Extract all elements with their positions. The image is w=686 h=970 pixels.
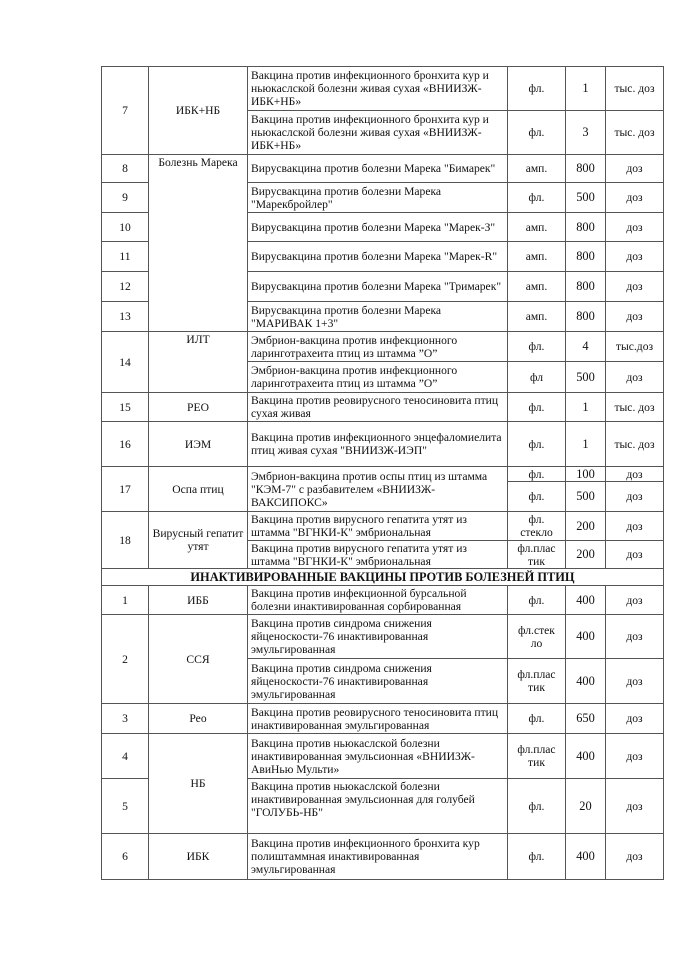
quantity-cell: 1 bbox=[566, 67, 606, 111]
quantity-cell: 20 bbox=[566, 779, 606, 834]
unit-cell: доз bbox=[606, 467, 664, 482]
vaccine-name: Вакцина против инфекционной бурсальной болезни инактивированная сорбированная bbox=[248, 586, 508, 615]
vaccine-name: Эмбрион-вакцина против оспы птиц из штамма "КЭМ-7" с разбавителем «ВНИИЗЖ-ВАКСИПОКС» bbox=[248, 467, 508, 512]
vaccine-name: Вакцина против ньюкаслской болезни инактивированная эмульсионная «ВНИИЗЖ-АвиНью Мульти» bbox=[248, 734, 508, 779]
disease-cell: ИБК bbox=[149, 834, 248, 880]
unit-cell: доз bbox=[606, 362, 664, 393]
quantity-cell: 200 bbox=[566, 541, 606, 569]
package-cell: фл.плас тик bbox=[508, 659, 566, 704]
table-row bbox=[102, 586, 664, 615]
package-cell: фл. bbox=[508, 779, 566, 834]
unit-cell: доз bbox=[606, 272, 664, 302]
quantity-cell: 400 bbox=[566, 659, 606, 704]
disease-cell: Рео bbox=[149, 704, 248, 734]
unit-cell: доз bbox=[606, 659, 664, 704]
vaccine-name: Вирусвакцина против болезни Марека "Марек-З" bbox=[248, 213, 508, 242]
disease-cell: Болезнь Марека bbox=[149, 155, 248, 332]
vaccine-name: Вакцина против синдрома снижения яйценоскости-76 инактивированная эмульгированная bbox=[248, 659, 508, 704]
quantity-cell: 800 bbox=[566, 242, 606, 272]
vaccine-name: Вакцина против инфекционного бронхита кур и ньюкаслской болезни живая сухая «ВНИИЗЖ-ИБК+НБ» bbox=[248, 67, 508, 111]
row-number: 13 bbox=[102, 302, 149, 332]
disease-cell: Оспа птиц bbox=[149, 467, 248, 512]
package-cell: фл. bbox=[508, 482, 566, 512]
unit-cell: доз bbox=[606, 183, 664, 213]
vaccine-name: Вакцина против реовирусного теносиновита птиц сухая живая bbox=[248, 393, 508, 422]
row-number: 7 bbox=[102, 67, 149, 155]
unit-cell: тыс.доз bbox=[606, 332, 664, 362]
vaccine-name: Вакцина против вирусного гепатита утят из штамма "ВГНКИ-К" эмбриональная bbox=[248, 512, 508, 541]
package-cell: фл. bbox=[508, 183, 566, 213]
section-header-row bbox=[102, 569, 664, 586]
vaccine-name: Вакцина против инфекционного бронхита кур и ньюкаслской болезни живая сухая «ВНИИЗЖ-ИБК+НБ» bbox=[248, 111, 508, 155]
row-number: 18 bbox=[102, 512, 149, 569]
quantity-cell: 400 bbox=[566, 834, 606, 880]
table-row bbox=[102, 704, 664, 734]
package-cell: фл. bbox=[508, 422, 566, 467]
table-row bbox=[102, 332, 664, 362]
package-cell: амп. bbox=[508, 302, 566, 332]
row-number: 17 bbox=[102, 467, 149, 512]
unit-cell: тыс. доз bbox=[606, 111, 664, 155]
package-cell: фл. стекло bbox=[508, 512, 566, 541]
unit-cell: доз bbox=[606, 541, 664, 569]
table-row bbox=[102, 834, 664, 880]
row-number: 15 bbox=[102, 393, 149, 422]
package-cell: фл.стек ло bbox=[508, 615, 566, 659]
package-cell: амп. bbox=[508, 155, 566, 183]
quantity-cell: 100 bbox=[566, 467, 606, 482]
section-title: ИНАКТИВИРОВАННЫЕ ВАКЦИНЫ ПРОТИВ БОЛЕЗНЕЙ ПТИЦ bbox=[102, 569, 664, 586]
quantity-cell: 200 bbox=[566, 512, 606, 541]
vaccine-name: Вакцина против вирусного гепатита утят из штамма "ВГНКИ-К" эмбриональная bbox=[248, 541, 508, 569]
vaccine-name: Вирусвакцина против болезни Марека "МАРИВАК 1+3" bbox=[248, 302, 508, 332]
table-row bbox=[102, 467, 664, 482]
row-number: 11 bbox=[102, 242, 149, 272]
vaccine-name: Вирусвакцина против болезни Марека "Тримарек" bbox=[248, 272, 508, 302]
disease-cell: ИЛТ bbox=[149, 332, 248, 393]
disease-cell: ИБК+НБ bbox=[149, 67, 248, 155]
table-row bbox=[102, 422, 664, 467]
vaccine-name: Вакцина против синдрома снижения яйценоскости-76 инактивированная эмульгированная bbox=[248, 615, 508, 659]
quantity-cell: 800 bbox=[566, 272, 606, 302]
package-cell: амп. bbox=[508, 272, 566, 302]
package-cell: фл bbox=[508, 362, 566, 393]
disease-cell: РЕО bbox=[149, 393, 248, 422]
quantity-cell: 800 bbox=[566, 213, 606, 242]
quantity-cell: 500 bbox=[566, 183, 606, 213]
vaccine-name: Вакцина против реовирусного теносиновита птиц инактивированная эмульгированная bbox=[248, 704, 508, 734]
row-number: 9 bbox=[102, 183, 149, 213]
quantity-cell: 400 bbox=[566, 734, 606, 779]
unit-cell: доз bbox=[606, 482, 664, 512]
package-cell: фл. bbox=[508, 67, 566, 111]
disease-cell: НБ bbox=[149, 734, 248, 834]
table-row bbox=[102, 734, 664, 779]
unit-cell: доз bbox=[606, 734, 664, 779]
package-cell: фл. bbox=[508, 586, 566, 615]
quantity-cell: 1 bbox=[566, 393, 606, 422]
quantity-cell: 400 bbox=[566, 615, 606, 659]
vaccine-name: Вакцина против инфекционного бронхита кур полиштаммная инактивированная эмульгированная bbox=[248, 834, 508, 880]
vaccine-name: Вирусвакцина против болезни Марека "Бимарек" bbox=[248, 155, 508, 183]
unit-cell: доз bbox=[606, 704, 664, 734]
table-row bbox=[102, 155, 664, 183]
unit-cell: тыс. доз bbox=[606, 393, 664, 422]
vaccine-table bbox=[101, 66, 664, 880]
unit-cell: тыс. доз bbox=[606, 422, 664, 467]
quantity-cell: 400 bbox=[566, 586, 606, 615]
disease-cell: Вирусный гепатит утят bbox=[149, 512, 248, 569]
unit-cell: доз bbox=[606, 242, 664, 272]
row-number: 1 bbox=[102, 586, 149, 615]
unit-cell: доз bbox=[606, 586, 664, 615]
row-number: 14 bbox=[102, 332, 149, 393]
unit-cell: доз bbox=[606, 512, 664, 541]
row-number: 5 bbox=[102, 779, 149, 834]
vaccine-name: Вирусвакцина против болезни Марека "Марекбройлер" bbox=[248, 183, 508, 213]
table-row bbox=[102, 512, 664, 541]
unit-cell: доз bbox=[606, 779, 664, 834]
package-cell: фл. bbox=[508, 834, 566, 880]
package-cell: амп. bbox=[508, 213, 566, 242]
package-cell: фл. bbox=[508, 393, 566, 422]
vaccine-name: Вакцина против ньюкаслской болезни инактивированная эмульсионная для голубей "ГОЛУБЬ-НБ" bbox=[248, 779, 508, 834]
unit-cell: доз bbox=[606, 302, 664, 332]
quantity-cell: 500 bbox=[566, 482, 606, 512]
quantity-cell: 4 bbox=[566, 332, 606, 362]
quantity-cell: 800 bbox=[566, 302, 606, 332]
row-number: 12 bbox=[102, 272, 149, 302]
package-cell: фл. bbox=[508, 332, 566, 362]
package-cell: фл. bbox=[508, 704, 566, 734]
disease-cell: ИББ bbox=[149, 586, 248, 615]
disease-cell: ИЭМ bbox=[149, 422, 248, 467]
package-cell: фл. bbox=[508, 467, 566, 482]
row-number: 3 bbox=[102, 704, 149, 734]
package-cell: амп. bbox=[508, 242, 566, 272]
table-row bbox=[102, 615, 664, 659]
package-cell: фл.плас тик bbox=[508, 734, 566, 779]
table-row bbox=[102, 67, 664, 111]
row-number: 10 bbox=[102, 213, 149, 242]
disease-cell: ССЯ bbox=[149, 615, 248, 704]
unit-cell: доз bbox=[606, 615, 664, 659]
quantity-cell: 3 bbox=[566, 111, 606, 155]
unit-cell: тыс. доз bbox=[606, 67, 664, 111]
row-number: 6 bbox=[102, 834, 149, 880]
unit-cell: доз bbox=[606, 213, 664, 242]
vaccine-name: Эмбрион-вакцина против инфекционного ларинготрахеита птиц из штамма ”О” bbox=[248, 332, 508, 362]
vaccine-name: Вирусвакцина против болезни Марека "Марек-R" bbox=[248, 242, 508, 272]
row-number: 8 bbox=[102, 155, 149, 183]
row-number: 2 bbox=[102, 615, 149, 704]
quantity-cell: 800 bbox=[566, 155, 606, 183]
quantity-cell: 500 bbox=[566, 362, 606, 393]
vaccine-name: Эмбрион-вакцина против инфекционного ларинготрахеита птиц из штамма ”О” bbox=[248, 362, 508, 393]
table-row bbox=[102, 393, 664, 422]
quantity-cell: 1 bbox=[566, 422, 606, 467]
vaccine-name: Вакцина против инфекционного энцефаломиелита птиц живая сухая "ВНИИЗЖ-ИЭП" bbox=[248, 422, 508, 467]
unit-cell: доз bbox=[606, 834, 664, 880]
unit-cell: доз bbox=[606, 155, 664, 183]
row-number: 4 bbox=[102, 734, 149, 779]
package-cell: фл. bbox=[508, 111, 566, 155]
row-number: 16 bbox=[102, 422, 149, 467]
package-cell: фл.плас тик bbox=[508, 541, 566, 569]
quantity-cell: 650 bbox=[566, 704, 606, 734]
